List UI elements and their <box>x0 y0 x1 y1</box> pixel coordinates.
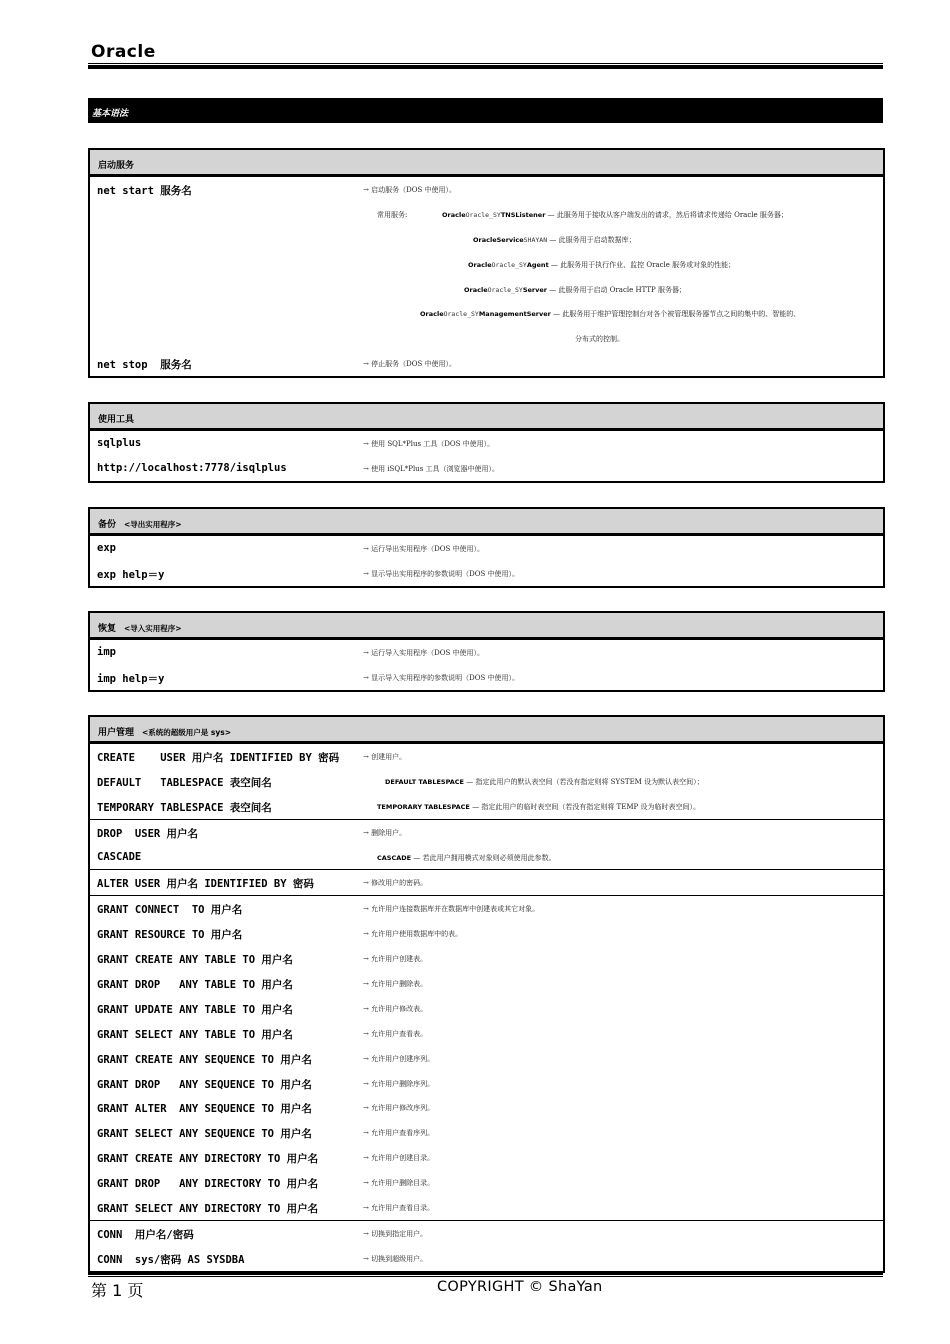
table-row <box>90 744 883 769</box>
command-description: → 允许用户使用数据库中的表。 <box>363 930 463 939</box>
service-continuation: 分布式的控制。 <box>575 335 624 344</box>
command-description: → 切换到超级用户。 <box>363 1254 428 1263</box>
command-description: → 允许用户创建目录。 <box>363 1154 435 1163</box>
command-description: → 显示导入实用程序的参数说明（DOS 中使用）。 <box>363 673 519 682</box>
table-row <box>90 1170 883 1195</box>
command-text: net stop 服务名 <box>97 359 192 372</box>
row-group-grant <box>90 895 883 1220</box>
row-group-create <box>90 743 883 819</box>
command-text: exp <box>97 542 116 554</box>
section-header <box>90 613 883 639</box>
row-group <box>90 430 883 481</box>
header-rule-thin <box>88 63 883 64</box>
command-text: CONN 用户名/密码 <box>97 1228 194 1241</box>
section-subtitle: <导入实用程序> <box>124 624 182 633</box>
command-text: GRANT CREATE ANY SEQUENCE TO 用户名 <box>97 1053 312 1066</box>
table-row <box>90 1221 883 1246</box>
table-row <box>90 996 883 1021</box>
command-text: GRANT SELECT ANY DIRECTORY TO 用户名 <box>97 1203 319 1216</box>
command-description: TEMPORARY TABLESPACE — 指定此用户的临时表空间（若没有指定则将 TEMP 设为临时表空间）。 <box>377 802 700 811</box>
command-description: → 显示导出实用程序的参数说明（DOS 中使用）。 <box>363 569 519 578</box>
command-text: exp help＝y <box>97 568 165 581</box>
command-text: sqlplus <box>97 437 142 449</box>
row-group-drop <box>90 819 883 870</box>
section-header <box>90 404 883 430</box>
command-description: → 运行导出实用程序（DOS 中使用）。 <box>363 545 484 553</box>
command-description: CASCADE — 若此用户拥用模式对象则必须使用此参数。 <box>377 853 556 862</box>
command-text: GRANT SELECT ANY TABLE TO 用户名 <box>97 1028 293 1041</box>
command-description: → 使用 iSQL*Plus 工具（浏览器中使用）。 <box>363 464 500 473</box>
command-description: → 停止服务（DOS 中使用）。 <box>363 360 456 369</box>
command-description: → 允许用户删除目录。 <box>363 1179 435 1188</box>
table-row <box>90 431 883 456</box>
command-text: DEFAULT TABLESPACE 表空间名 <box>97 776 272 789</box>
command-description: → 切换到指定用户。 <box>363 1229 428 1238</box>
command-description: → 允许用户创建表。 <box>363 955 428 964</box>
command-description: → 允许用户修改表。 <box>363 1004 428 1013</box>
service-item: OracleServiceSHAYAN — 此服务用于启动数据库； <box>473 235 636 244</box>
command-description: → 允许用户删除表。 <box>363 980 428 989</box>
section-title: 备份 <box>98 520 117 530</box>
row-group <box>90 535 883 586</box>
command-description: → 允许用户查看目录。 <box>363 1204 435 1213</box>
footer-rule-thick <box>88 1271 883 1275</box>
section-title: 启动服务 <box>98 161 135 171</box>
table-row <box>90 351 883 376</box>
table-row <box>90 227 883 252</box>
table-row <box>90 794 883 819</box>
table-row <box>90 845 883 870</box>
section-tools <box>88 402 885 483</box>
table-row <box>90 1071 883 1096</box>
command-text: http://localhost:7778/isqlplus <box>97 461 287 474</box>
table-row <box>90 1145 883 1170</box>
table-row <box>90 536 883 561</box>
table-row <box>90 921 883 946</box>
table-row <box>90 946 883 971</box>
section-title: 恢复 <box>98 624 117 634</box>
table-row <box>90 1246 883 1271</box>
service-item: OracleOracle_SYTNSListener — 此服务用于接收从客户端发出的请求，然后将请求传递给 Oracle 服务器； <box>442 210 788 219</box>
table-row <box>90 301 883 326</box>
services-label: 常用服务: <box>377 210 408 219</box>
command-text: GRANT RESOURCE TO 用户名 <box>97 929 243 942</box>
table-row <box>90 177 883 202</box>
command-text: GRANT DROP ANY SEQUENCE TO 用户名 <box>97 1078 312 1091</box>
command-text: GRANT CREATE ANY TABLE TO 用户名 <box>97 954 293 967</box>
command-description: → 允许用户删除序列。 <box>363 1079 435 1088</box>
command-description: → 删除用户。 <box>363 828 407 837</box>
table-row <box>90 1120 883 1145</box>
command-text: CREATE USER 用户名 IDENTIFIED BY 密码 <box>97 752 340 764</box>
section-bar-basic-syntax: 基本语法 <box>88 98 883 123</box>
section-backup <box>88 507 885 588</box>
command-text: GRANT ALTER ANY SEQUENCE TO 用户名 <box>97 1103 312 1116</box>
table-row <box>90 820 883 845</box>
command-description: → 使用 SQL*Plus 工具（DOS 中使用）。 <box>363 440 495 448</box>
table-row <box>90 896 883 921</box>
section-title: 用户管理 <box>98 728 135 738</box>
table-row <box>90 1095 883 1120</box>
command-description: → 允许用户查看序列。 <box>363 1129 435 1138</box>
page-number: 第 1 页 <box>91 1281 144 1300</box>
command-text: CONN sys/密码 AS SYSDBA <box>97 1253 245 1266</box>
document-title: Oracle <box>91 42 156 62</box>
service-item: OracleOracle_SYAgent — 此服务用于执行作业、监控 Oracle 服务或对象的性能； <box>468 260 736 269</box>
command-text: GRANT DROP ANY TABLE TO 用户名 <box>97 979 293 992</box>
command-description: → 允许用户创建序列。 <box>363 1054 435 1063</box>
section-header <box>90 509 883 535</box>
section-subtitle: <导出实用程序> <box>124 520 182 529</box>
command-description: DEFAULT TABLESPACE — 指定此用户的默认表空间（若没有指定则将 SYSTEM 设为默认表空间）； <box>385 777 704 786</box>
section-user-management <box>88 715 885 1273</box>
section-start-service <box>88 148 885 378</box>
row-group <box>90 176 883 376</box>
table-row <box>90 1195 883 1220</box>
row-group <box>90 639 883 690</box>
command-text: DROP USER 用户名 <box>97 827 199 840</box>
table-row <box>90 277 883 302</box>
command-description: → 创建用户。 <box>363 753 407 761</box>
table-row <box>90 1046 883 1071</box>
command-description: → 启动服务（DOS 中使用）。 <box>363 186 456 194</box>
command-text: GRANT CONNECT TO 用户名 <box>97 904 243 917</box>
footer-rule-thin <box>88 1276 883 1277</box>
table-row <box>90 561 883 586</box>
section-header <box>90 150 883 176</box>
command-text: GRANT DROP ANY DIRECTORY TO 用户名 <box>97 1178 319 1191</box>
table-row <box>90 252 883 277</box>
command-description: → 允许用户修改序列。 <box>363 1104 435 1113</box>
table-row <box>90 456 883 481</box>
command-description: → 允许用户查看表。 <box>363 1029 428 1038</box>
table-row <box>90 202 883 227</box>
command-text: imp help＝y <box>97 672 165 685</box>
command-description: → 允许用户连接数据库并在数据库中创建表或其它对象。 <box>363 905 540 914</box>
copyright: COPYRIGHT © ShaYan <box>437 1279 603 1295</box>
command-text: GRANT CREATE ANY DIRECTORY TO 用户名 <box>97 1153 319 1166</box>
command-description: → 运行导入实用程序（DOS 中使用）。 <box>363 649 484 657</box>
table-row <box>90 870 883 895</box>
row-group-conn <box>90 1220 883 1271</box>
command-text: imp <box>97 646 116 658</box>
table-row <box>90 1021 883 1046</box>
service-item: OracleOracle_SYServer — 此服务用于启动 Oracle HTTP 服务器； <box>464 285 686 294</box>
table-row <box>90 971 883 996</box>
section-title: 使用工具 <box>98 415 135 425</box>
table-row <box>90 665 883 690</box>
command-text: TEMPORARY TABLESPACE 表空间名 <box>97 801 272 814</box>
command-text: GRANT SELECT ANY SEQUENCE TO 用户名 <box>97 1128 312 1141</box>
section-subtitle: <系统的超级用户是 sys> <box>142 728 232 737</box>
section-restore <box>88 611 885 692</box>
command-text: net start 服务名 <box>97 185 192 197</box>
section-header <box>90 717 883 743</box>
header-rule-thick <box>88 65 883 69</box>
table-row <box>90 769 883 794</box>
row-group-alter <box>90 869 883 895</box>
command-text: ALTER USER 用户名 IDENTIFIED BY 密码 <box>97 878 314 891</box>
command-text: GRANT UPDATE ANY TABLE TO 用户名 <box>97 1003 293 1016</box>
table-row <box>90 326 883 351</box>
command-text: CASCADE <box>97 850 142 863</box>
command-description: → 修改用户的密码。 <box>363 879 428 888</box>
table-row <box>90 640 883 665</box>
service-item: OracleOracle_SYManagementServer — 此服务用于维护管理控制台对各个被管理服务器节点之间的集中的、智能的、 <box>420 310 801 319</box>
